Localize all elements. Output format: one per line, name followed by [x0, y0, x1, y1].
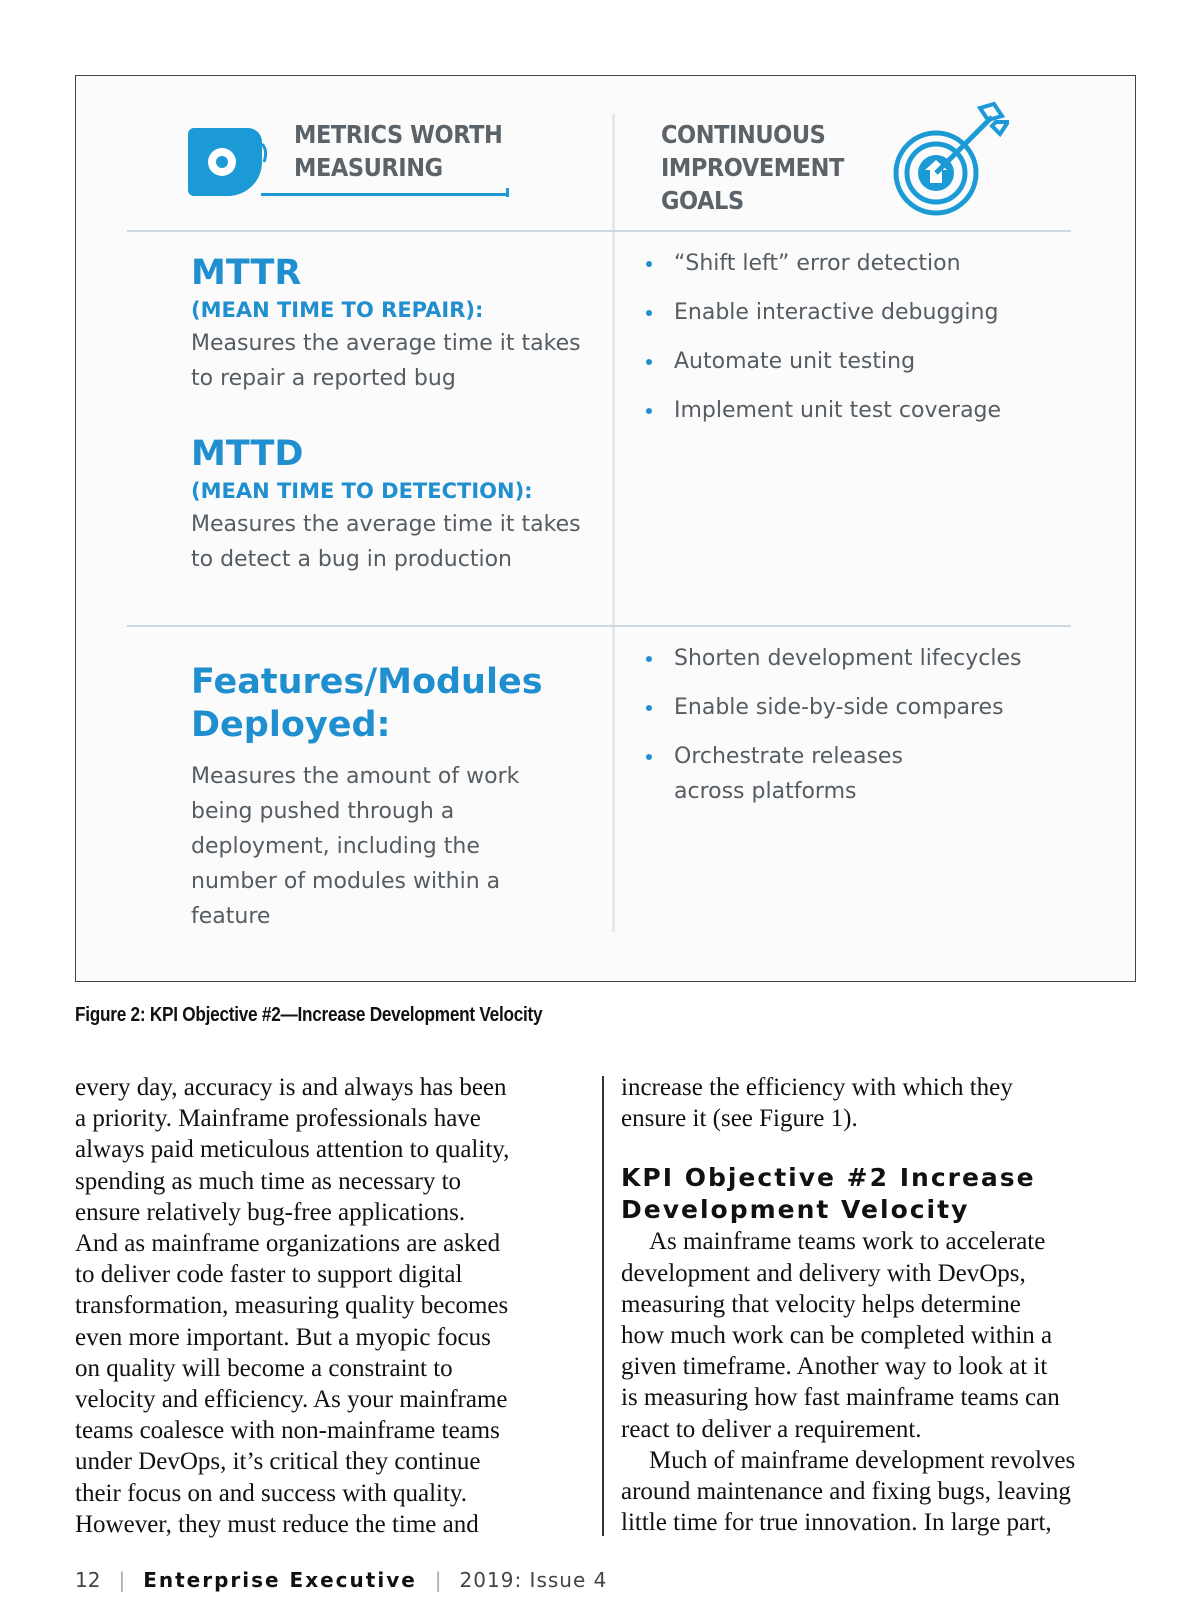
body-paragraph: every day, accuracy is and always has been a priority. Mainframe professionals have always paid meticulous attention to quality, spending as much time as necessary to ensure relatively bug-free applications. And as mainframe organizations are asked to deliver code faster to support digital transformation, measuring quality becomes even more important. But a myopic focus on quality will become a constraint to velocity and efficiency. As your mainframe teams coalesce with non-mainframe teams under DevOps, it’s critical they continue their focus on and success with quality. However, they must reduce the time and [75, 1074, 510, 1538]
tape-end [506, 188, 509, 197]
metrics-heading: METRICS WORTH MEASURING [294, 120, 503, 182]
tape-measure-icon [186, 122, 268, 196]
row-divider [127, 625, 1071, 627]
column-divider [612, 114, 615, 932]
issue-label: 2019: Issue 4 [459, 1568, 608, 1592]
goal-item: Enable side-by-side compares [646, 690, 1026, 725]
footer-separator: | [118, 1568, 126, 1592]
mttr-description: Measures the average time it takes to repair a reported bug [191, 331, 581, 391]
mttd-description: Measures the average time it takes to detect a bug in production [191, 512, 581, 572]
body-paragraph: increase the efficiency with which they ensure it (see Figure 1). [621, 1074, 1013, 1133]
kpi-figure [75, 75, 1136, 982]
goal-item: Implement unit test coverage [646, 393, 1026, 428]
right-column [621, 1072, 1141, 1538]
row-divider [127, 230, 1071, 232]
footer-separator: | [434, 1568, 442, 1592]
goal-item: Shorten development lifecycles [646, 641, 1026, 676]
publication-name: Enterprise Executive [143, 1568, 417, 1592]
goals-heading: CONTINUOUS IMPROVEMENT GOALS [661, 120, 844, 215]
goal-item: Enable interactive debugging [646, 295, 1026, 330]
goal-item: Orchestrate releases across platforms [646, 739, 976, 809]
features-title: Features/Modules Deployed: [191, 662, 543, 745]
page-number: 12 [75, 1568, 101, 1592]
tape-line [261, 193, 508, 196]
features-description: Measures the amount of work being pushed through a deployment, including the number of modules within a feature [191, 764, 520, 929]
goal-item: Automate unit testing [646, 344, 1026, 379]
goals-list-bottom [646, 641, 1026, 823]
column-rule [602, 1076, 604, 1536]
mttd-title: MTTD [191, 434, 304, 474]
body-paragraph: As mainframe teams work to accelerate development and delivery with DevOps, measuring that velocity helps determine how much work can be completed within a given timeframe. Another way to look at it is measuring how fast mainframe teams can react to deliver a requirement. [621, 1228, 1060, 1443]
mttd-subtitle: (MEAN TIME TO DETECTION): [191, 479, 533, 503]
page-footer [75, 1568, 607, 1592]
goals-list-top [646, 246, 1026, 442]
mttr-title: MTTR [191, 253, 302, 293]
mttr-subtitle: (MEAN TIME TO REPAIR): [191, 298, 484, 322]
body-paragraph: Much of mainframe development revolves around maintenance and fixing bugs, leaving little time for true innovation. In large part, [621, 1446, 1076, 1537]
target-arrow-icon [884, 100, 1009, 225]
section-heading: KPI Objective #2 Increase Development Velocity [621, 1163, 1036, 1225]
goal-item: “Shift left” error detection [646, 246, 1026, 281]
left-column [75, 1072, 585, 1540]
figure-caption: Figure 2: KPI Objective #2—Increase Development Velocity [75, 1004, 543, 1026]
